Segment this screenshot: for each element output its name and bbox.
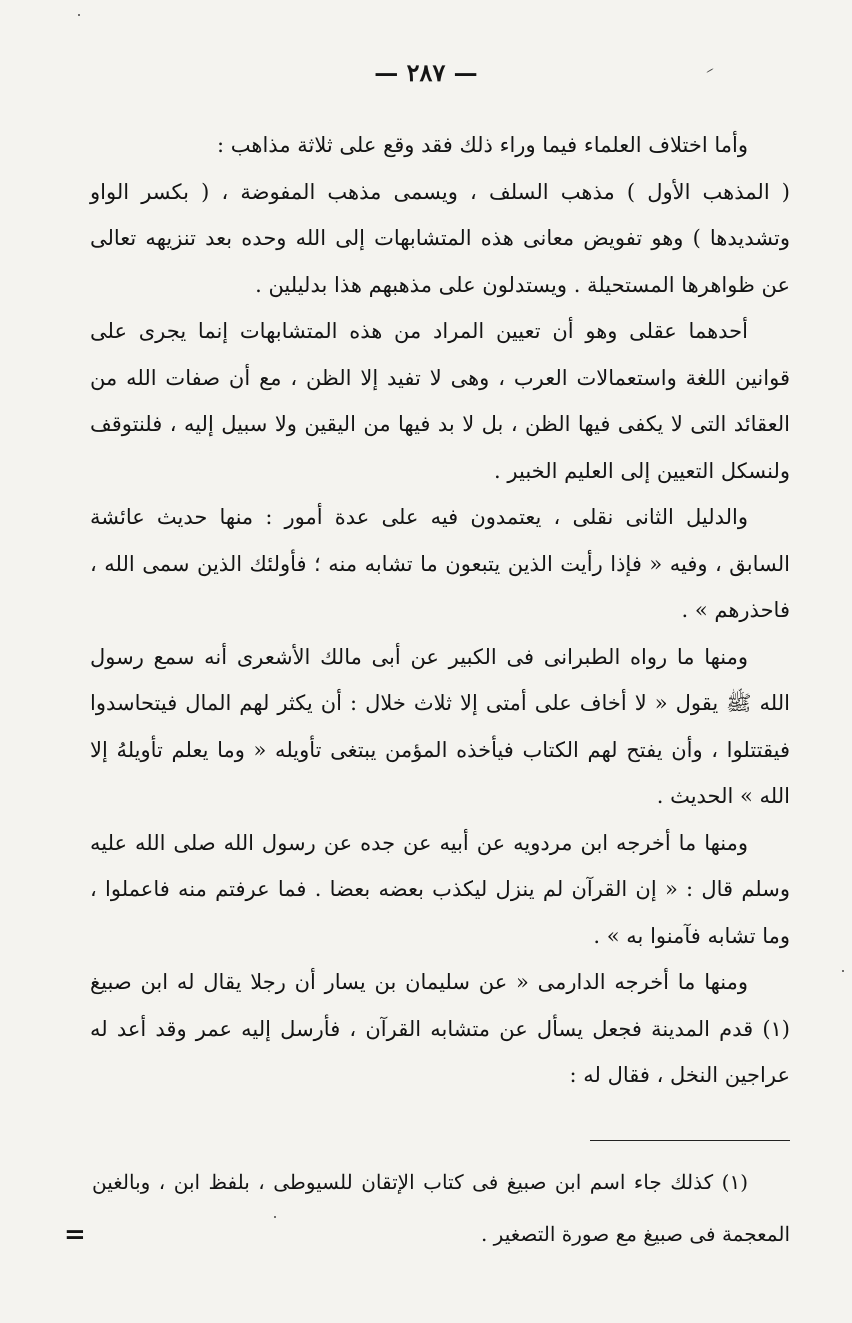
scan-speck <box>842 970 844 972</box>
paragraph-intro: وأما اختلاف العلماء فيما وراء ذلك فقد وقع على ثلاثة مذاهب : <box>217 133 748 157</box>
paragraph-rational-proof: أحدهما عقلى وهو أن تعيين المراد من هذه المتشابهات إنما يجرى على قوانين اللغة واستعمالات العرب ، وهى لا تفيد إلا الظن ، مع أن صفات الله من العقائد التى لا يكفى فيها الظن ، بل لا بد فيها من اليقين ولا سبيل إليه ، فلنتوقف ولنسكل التعيين إلى العليم الخبير . <box>90 319 790 483</box>
paragraph-textual-proof: والدليل الثانى نقلى ، يعتمدون فيه على عدة أمور : منها حديث عائشة السابق ، وفيه « فإذا رأيت الذين يتبعون ما تشابه منه ؛ فأولئك الذين سمى الله ، فاحذرهم » . <box>90 505 790 622</box>
page-number: — ٢٨٧ — <box>374 58 478 87</box>
paragraph-tabarani: ومنها ما رواه الطبرانى فى الكبير عن أبى مالك الأشعرى أنه سمع رسول الله ﷺ يقول « لا أخاف على أمتى إلا ثلاث خلال : أن يكثر لهم المال فيتحاسدوا فيقتتلوا ، وأن يفتح لهم الكتاب فيأخذه المؤمن يبتغى تأويله « وما يعلم تأويلهُ إلا الله » الحديث . <box>90 644 790 808</box>
paragraph-first-school: ( المذهب الأول ) مذهب السلف ، ويسمى مذهب المفوضة ، ( بكسر الواو وتشديدها ) وهو تفويض معانى هذه المتشابهات إلى الله وحده بعد تنزيهه تعالى عن ظواهرها المستحيلة . ويستدلون على مذهبهم هذا بدليلين . <box>90 179 790 297</box>
scan-speck <box>78 14 80 16</box>
scan-speck <box>274 1216 276 1218</box>
footnote-text: (١) كذلك جاء اسم ابن صبيغ فى كتاب الإتقان للسيوطى ، بلفظ ابن ، وبالغين المعجمة فى صبيغ مع صورة التصغير . <box>92 1170 790 1246</box>
continuation-mark: = <box>64 1220 86 1250</box>
main-text-body <box>90 122 790 1099</box>
footnote-divider <box>590 1140 790 1141</box>
paragraph-darimi: ومنها ما أخرجه الدارمى « عن سليمان بن يسار أن رجلا يقال له ابن صبيغ (١) قدم المدينة فجعل يسأل عن متشابه القرآن ، فأرسل إليه عمر وقد أعد له عراجين النخل ، فقال له : <box>90 970 790 1087</box>
paragraph-ibn-mardawayh: ومنها ما أخرجه ابن مردويه عن أبيه عن جده عن رسول الله صلى الله عليه وسلم قال : « إن القرآن لم ينزل ليكذب بعضه بعضا . فما عرفتم منه فاعملوا ، وما تشابه فآمنوا به » . <box>90 830 790 948</box>
footnote <box>92 1156 790 1260</box>
